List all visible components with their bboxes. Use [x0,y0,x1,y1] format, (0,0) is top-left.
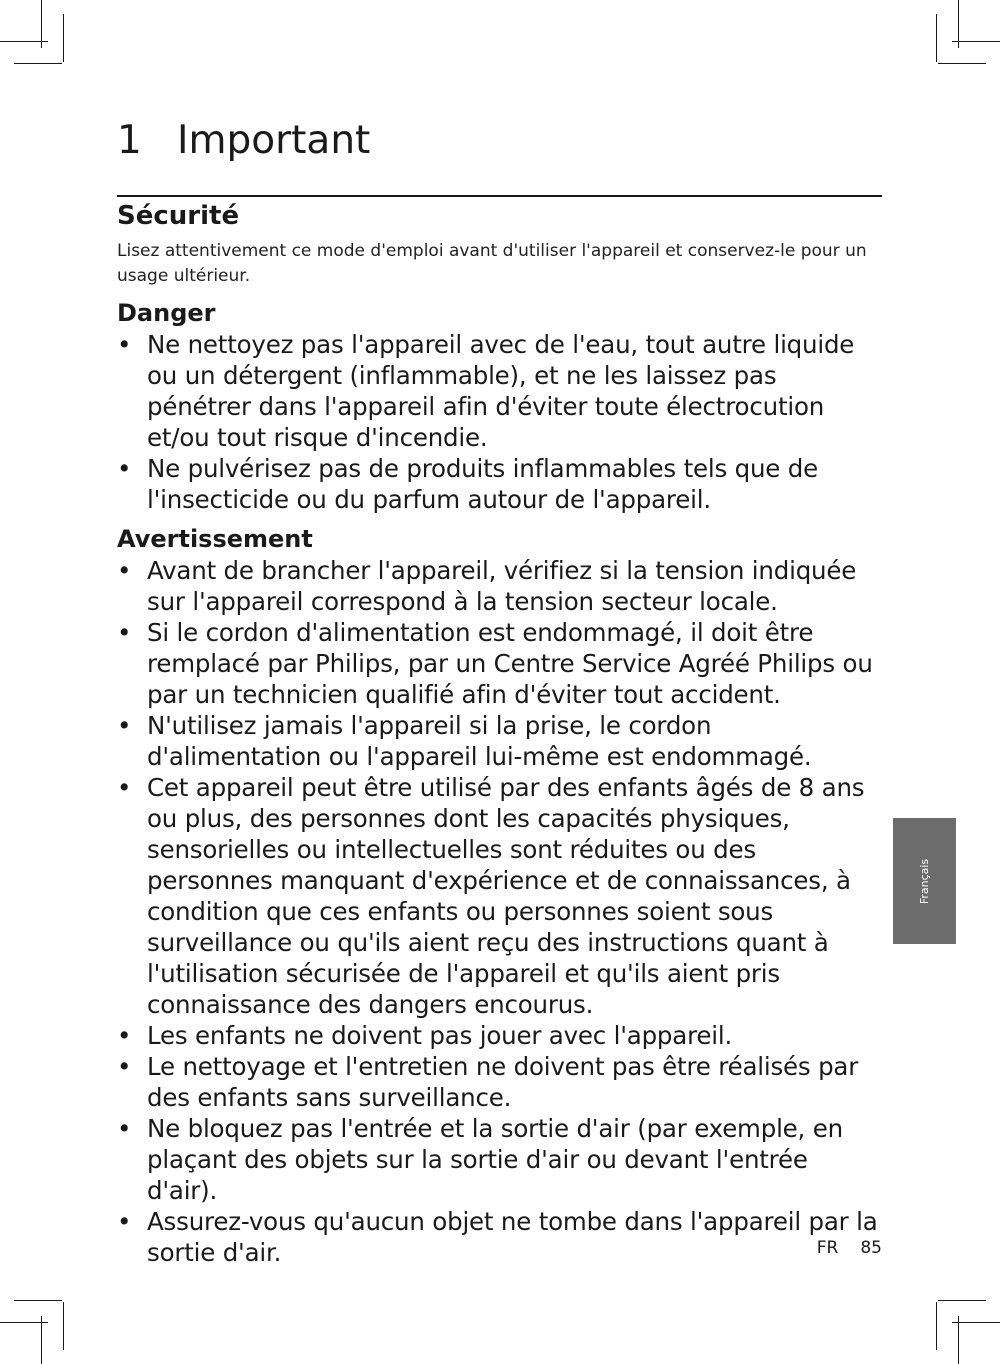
page-number: 85 [860,1238,882,1258]
crop-mark [938,1300,986,1301]
crop-mark [14,63,62,64]
language-tab [893,818,956,944]
language-code: FR [816,1238,839,1258]
warning-list [117,555,882,1268]
list-item: • Cet appareil peut être utilisé par des enfants âgés de 8 ans ou plus, des personnes dont les capacités physiques, sensorielles ou intellectuelles sont réduites ou des personnes manquant d'expérience et de connaissances, à condition que ces enfants ou personnes soient sous surveillance ou qu'ils aient reçu des instructions quant à l'utilisation sécurisée de l'appareil et qu'ils aient pris connaissance des dangers encourus. [117,772,882,1020]
list-item: • Assurez-vous qu'aucun objet ne tombe dans l'appareil par la sortie d'air. [117,1206,882,1268]
crop-mark [0,41,48,42]
danger-heading: Danger [117,299,216,327]
list-item: • Le nettoyage et l'entretien ne doivent pas être réalisés par des enfants sans surveillance. [117,1051,882,1113]
list-item: • Ne bloquez pas l'entrée et la sortie d'air (par exemple, en plaçant des objets sur la sortie d'air ou devant l'entrée d'air). [117,1113,882,1206]
crop-mark [938,63,986,64]
crop-mark [958,1316,959,1364]
chapter-title: Important [177,118,371,163]
language-tab-label: Français [918,858,931,904]
crop-mark [952,1322,1000,1323]
list-item: • Si le cordon d'alimentation est endommagé, il doit être remplacé par Philips, par un Centre Service Agréé Philips ou par un technicien qualifié afin d'éviter tout accident. [117,617,882,710]
section-title: Sécurité [117,201,240,231]
page-footer [817,1238,882,1258]
crop-mark [63,14,64,62]
list-item: • Les enfants ne doivent pas jouer avec l'appareil. [117,1020,882,1051]
crop-mark [936,14,937,62]
page-content [117,198,882,1268]
chapter-number: 1 [117,118,142,163]
crop-mark [0,1322,48,1323]
list-item: • Ne pulvérisez pas de produits inflammables tels que de l'insecticide ou du parfum autour de l'appareil. [117,453,882,515]
danger-list [117,329,882,515]
section-intro: Lisez attentivement ce mode d'emploi avant d'utiliser l'appareil et conservez-le pour un usage ultérieur. [117,241,867,286]
list-item: • N'utilisez jamais l'appareil si la prise, le cordon d'alimentation ou l'appareil lui-même est endommagé. [117,710,882,772]
crop-mark [14,1300,62,1301]
heading-rule [117,195,882,197]
list-item: • Ne nettoyez pas l'appareil avec de l'eau, tout autre liquide ou un détergent (inflammable), et ne les laissez pas pénétrer dans l'appareil afin d'éviter toute électrocution et/ou tout risque d'incendie. [117,329,882,453]
crop-mark [936,1302,937,1350]
list-item: • Avant de brancher l'appareil, vérifiez si la tension indiquée sur l'appareil correspond à la tension secteur locale. [117,555,882,617]
crop-mark [63,1302,64,1350]
crop-mark [952,41,1000,42]
warning-heading: Avertissement [117,525,313,553]
crop-mark [41,1316,42,1364]
chapter-heading [117,118,370,163]
